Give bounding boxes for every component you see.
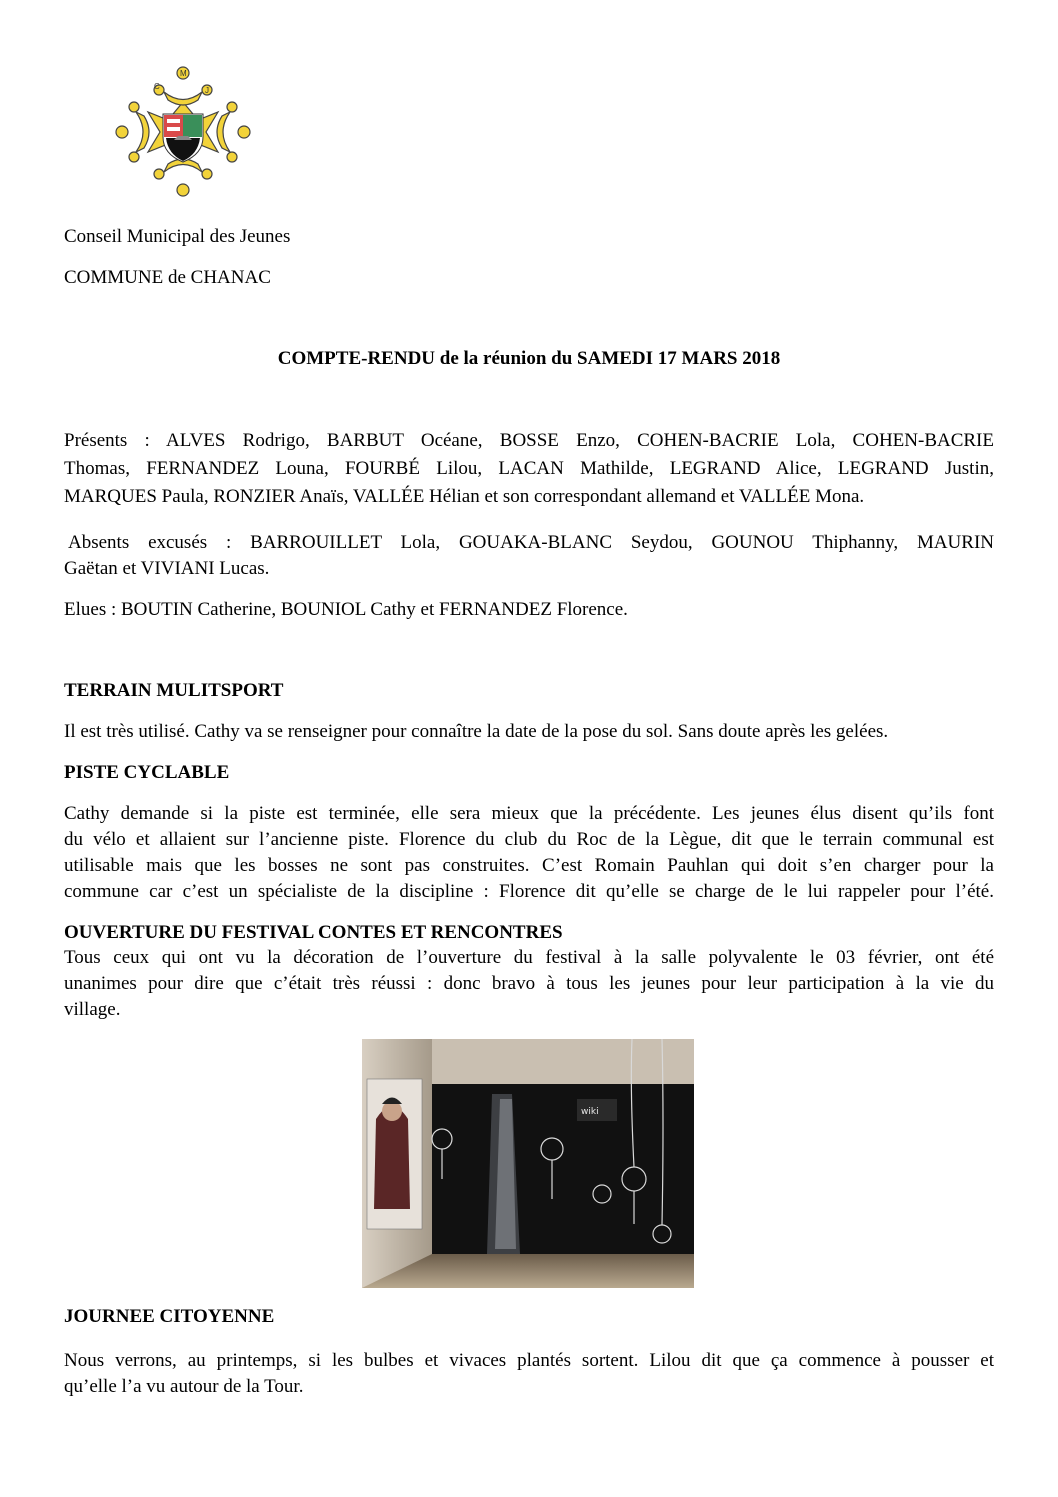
terrain-text: Il est très utilisé. Cathy va se renseigner pour connaître la date de la pose du sol. Sans doute après les gelées. (64, 721, 889, 742)
presents-line-2: Thomas, FERNANDEZ Louna, FOURBÉ Lilou, LACAN Mathilde, LEGRAND Alice, LEGRAND Justin, (64, 458, 994, 479)
festival-line-2: unanimes pour dire que c’était très réussi : donc bravo à tous les jeunes pour leur participation à la vie du (64, 973, 994, 994)
festival-line-3: village. (64, 999, 121, 1020)
svg-text:wiki: wiki (581, 1107, 599, 1117)
journee-line-1: Nous verrons, au printemps, si les bulbes et vivaces plantés sortent. Lilou dit que ça commence à pousser et (64, 1350, 994, 1371)
piste-line-3: utilisable mais que les bosses ne sont pas construites. C’est Romain Pauhlan qui doit s’en charger pour la (64, 855, 994, 876)
commune-name: COMMUNE de CHANAC (64, 267, 271, 288)
presents-line-1: Présents : ALVES Rodrigo, BARBUT Océane, BOSSE Enzo, COHEN-BACRIE Lola, COHEN-BACRIE (64, 430, 994, 451)
logo-letter-c: C (154, 82, 160, 91)
section-heading-terrain: TERRAIN MULITSPORT (64, 680, 284, 701)
occitan-cross-icon (108, 62, 258, 202)
journee-line-2: qu’elle l’a vu autour de la Tour. (64, 1376, 304, 1397)
piste-line-4: commune car c’est un spécialiste de la discipline : Florence dit qu’elle se charge de le lui rappeler pour l’été. (64, 881, 994, 902)
festival-line-1: Tous ceux qui ont vu la décoration de l’ouverture du festival à la salle polyvalente le 03 février, ont été (64, 947, 994, 968)
section-heading-piste: PISTE CYCLABLE (64, 762, 230, 783)
absents-line-2: Gaëtan et VIVIANI Lucas. (64, 558, 270, 579)
page-title: COMPTE-RENDU de la réunion du SAMEDI 17 MARS 2018 (277, 348, 781, 369)
section-heading-festival: OUVERTURE DU FESTIVAL CONTES ET RENCONTRES (64, 922, 563, 943)
presents-line-3: MARQUES Paula, RONZIER Anaïs, VALLÉE Hélian et son correspondant allemand et VALLÉE Mona. (64, 486, 865, 507)
elues-line: Elues : BOUTIN Catherine, BOUNIOL Cathy et FERNANDEZ Florence. (64, 599, 628, 620)
logo (108, 62, 258, 202)
piste-line-1: Cathy demande si la piste est terminée, elle sera mieux que la précédente. Les jeunes élus disent qu’ils font (64, 803, 994, 824)
section-heading-journee: JOURNEE CITOYENNE (64, 1306, 275, 1327)
org-name: Conseil Municipal des Jeunes (64, 226, 291, 247)
coat-of-arms-icon (163, 114, 203, 162)
piste-line-2: du vélo et allaient sur l’ancienne piste. Florence du club du Roc de la Lègue, dit que le terrain communal est (64, 829, 994, 850)
logo-letter-m: M (180, 69, 187, 78)
absents-line-1: Absents excusés : BARROUILLET Lola, GOUAKA-BLANC Seydou, GOUNOU Thiphanny, MAURIN (68, 532, 994, 553)
logo-letter-j: J (205, 86, 209, 95)
festival-decoration-photo (362, 1039, 694, 1288)
